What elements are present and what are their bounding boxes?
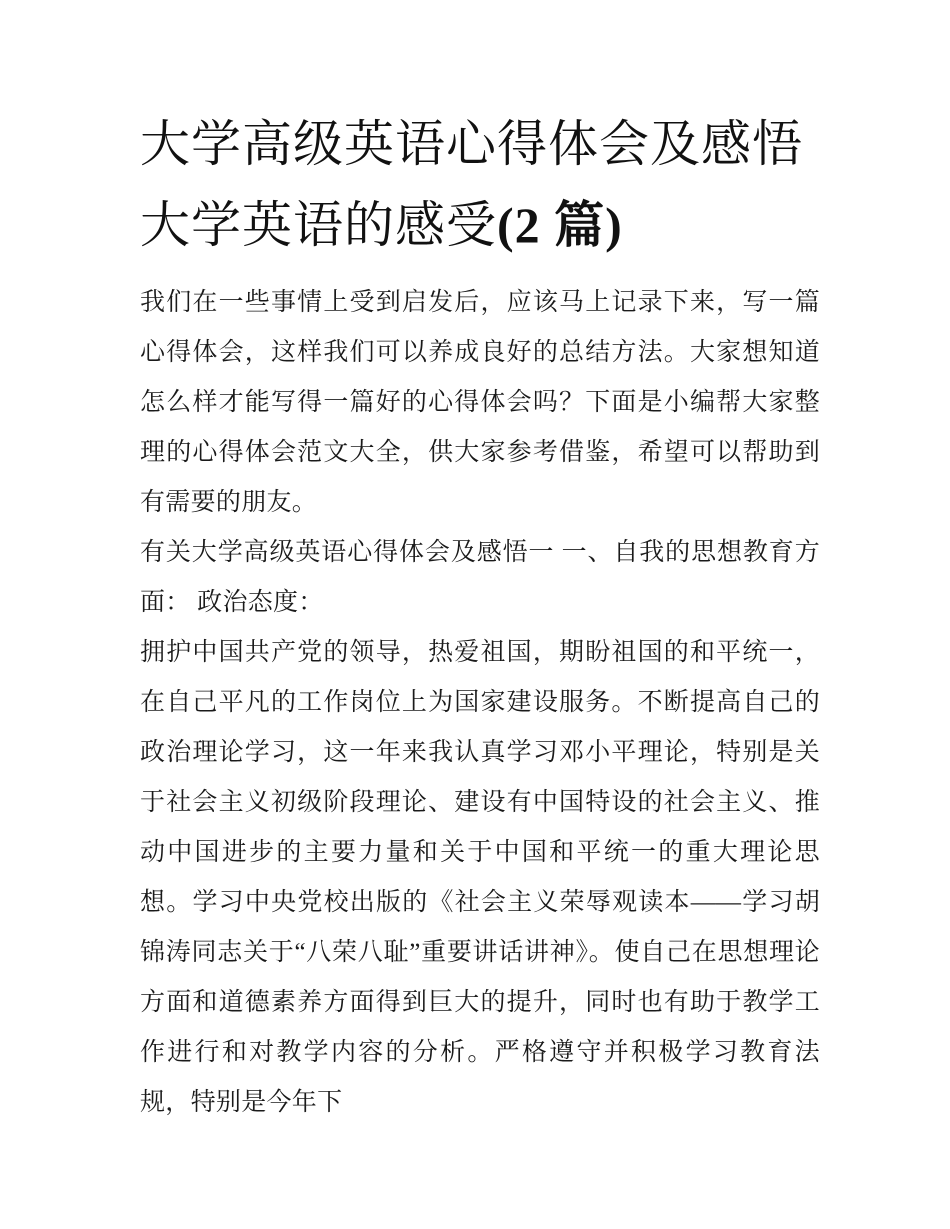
paragraph-section-heading: 有关大学高级英语心得体会及感悟一 一、自我的思想教育方面： 政治态度： — [140, 539, 820, 616]
document-title-count: (2 篇) — [497, 197, 623, 253]
paragraph-body-text: 拥护中国共产党的领导，热爱祖国，期盼祖国的和平统一，在自己平凡的工作岗位上为国家建设服务。不断提高自己的政治理论学习，这一年来我认真学习邓小平理论，特别是关于社会主义初级阶段理论、建设有中国特设的社会主义、推动中国进步的主要力量和关于中国和平统一的重大理论思想。学习中央党校出版的《社会主义荣辱观读本——学习胡锦涛同志关于“八荣八耻”重要讲话讲神》。使自己在思想理论方面和道德素养方面得到巨大的提升，同时也有助于教学工作进行和对教学内容的分析。严格遵守并积极学习教育法规，特别是今年下 — [140, 639, 820, 1116]
document-title-text: 大学高级英语心得体会及感悟大学英语的感受 — [140, 116, 803, 253]
document-content — [140, 0, 820, 1128]
document-body — [140, 278, 820, 1128]
document-title — [140, 104, 820, 266]
paragraph-intro: 我们在一些事情上受到启发后，应该马上记录下来，写一篇心得体会，这样我们可以养成良好的总结方法。大家想知道怎么样才能写得一篇好的心得体会吗？下面是小编帮大家整理的心得体会范文大全，供大家参考借鉴，希望可以帮助到有需要的朋友。 — [140, 289, 820, 516]
